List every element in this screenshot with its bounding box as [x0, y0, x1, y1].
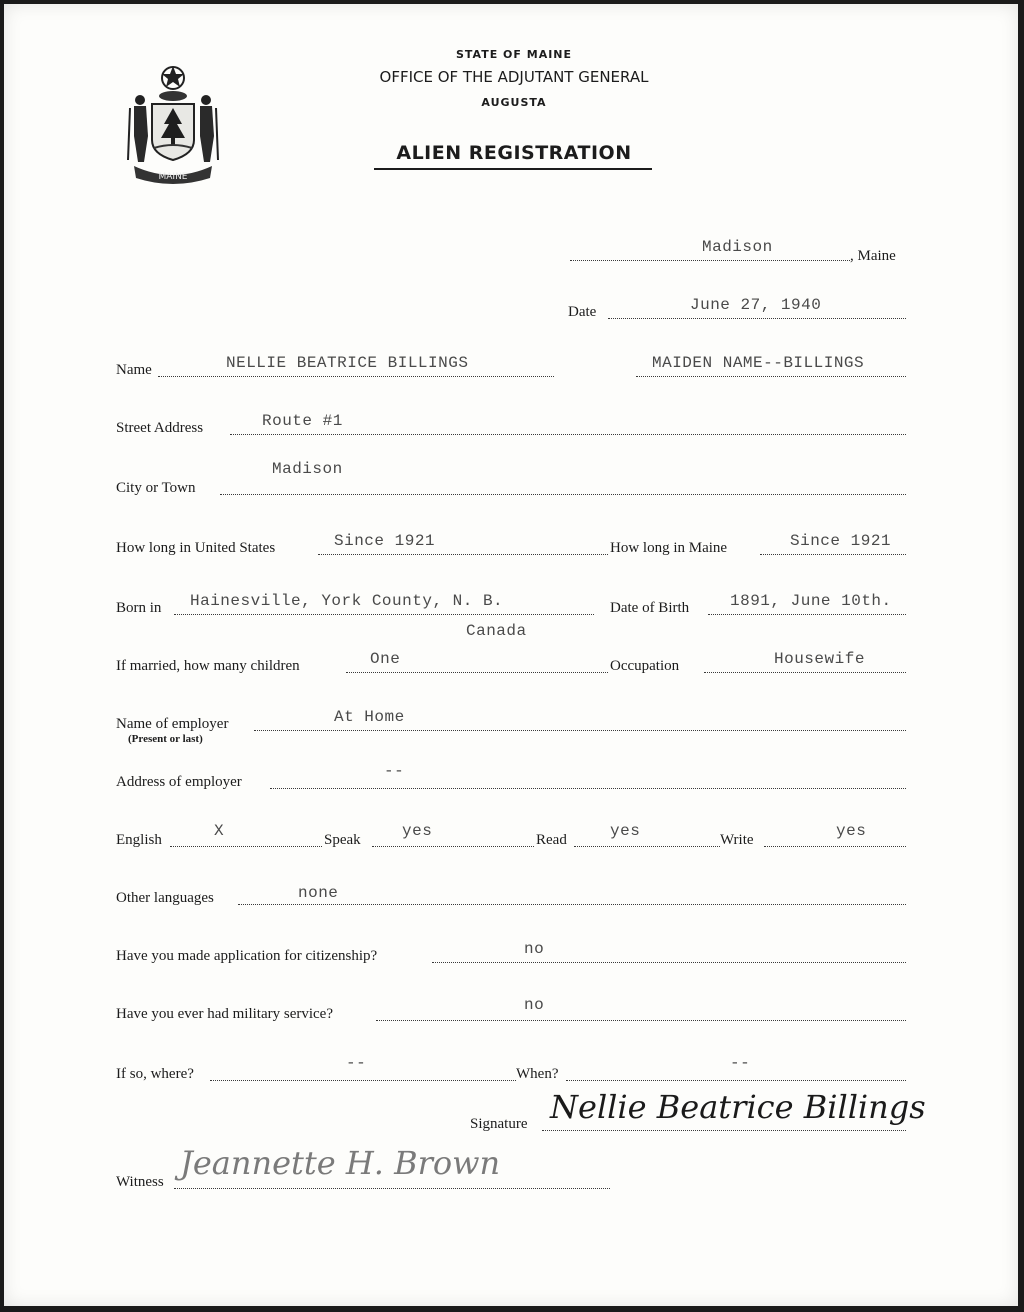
other-languages-line: [238, 904, 906, 905]
name-value: NELLIE BEATRICE BILLINGS: [226, 354, 469, 372]
read-value: yes: [610, 822, 641, 840]
how-long-maine-line: [760, 554, 906, 555]
english-label: English: [116, 832, 162, 848]
speak-label: Speak: [324, 832, 361, 848]
name-line: [158, 376, 554, 377]
military-label: Have you ever had military service?: [116, 1006, 333, 1022]
military-value: no: [524, 996, 545, 1014]
military-line: [376, 1020, 906, 1021]
when-label: When?: [516, 1066, 559, 1082]
svg-text:MAINE: MAINE: [158, 172, 188, 182]
state-heading: STATE OF MAINE: [455, 48, 573, 61]
speak-value: yes: [402, 822, 433, 840]
employer-address-label: Address of employer: [116, 774, 242, 790]
when-line: [566, 1080, 906, 1081]
other-languages-label: Other languages: [116, 890, 214, 906]
date-value: June 27, 1940: [690, 296, 822, 314]
children-value: One: [370, 650, 401, 668]
witness-handwriting: Jeannette H. Brown: [180, 1144, 501, 1182]
read-label: Read: [536, 832, 567, 848]
city-value: Madison: [272, 460, 343, 478]
date-label: Date: [568, 304, 597, 320]
maine-state-seal-icon: [120, 62, 226, 184]
citizenship-label: Have you made application for citizenship?: [116, 948, 378, 964]
maiden-name-value: MAIDEN NAME--BILLINGS: [652, 354, 865, 372]
office-heading: OFFICE OF THE ADJUTANT GENERAL: [379, 68, 649, 86]
signature-handwriting: Nellie Beatrice Billings: [550, 1088, 926, 1126]
title-underline: [374, 168, 652, 170]
city-heading: AUGUSTA: [481, 96, 547, 109]
how-long-us-label: How long in United States: [116, 540, 276, 556]
employer-address-value: --: [384, 762, 405, 780]
dob-value: 1891, June 10th.: [730, 592, 892, 610]
occupation-value: Housewife: [774, 650, 865, 668]
write-label: Write: [720, 832, 754, 848]
employer-line: [254, 730, 906, 731]
born-in-value: Hainesville, York County, N. B.: [190, 592, 504, 610]
write-value: yes: [836, 822, 867, 840]
place-line: [570, 260, 850, 261]
how-long-maine-value: Since 1921: [790, 532, 892, 550]
children-label: If married, how many children: [116, 658, 300, 674]
english-value: X: [214, 822, 225, 840]
witness-label: Witness: [116, 1174, 164, 1190]
signature-label: Signature: [470, 1116, 528, 1132]
street-address-label: Street Address: [116, 420, 204, 436]
employer-label: Name of employer: [116, 716, 229, 732]
witness-line: [174, 1188, 610, 1189]
where-line: [210, 1080, 516, 1081]
page-title: ALIEN REGISTRATION: [396, 142, 632, 164]
employer-address-line: [270, 788, 906, 789]
dob-label: Date of Birth: [610, 600, 690, 616]
street-address-line: [230, 434, 906, 435]
children-line: [346, 672, 608, 673]
where-value: --: [346, 1054, 367, 1072]
english-line: [170, 846, 322, 847]
occupation-line: [704, 672, 906, 673]
born-in-label: Born in: [116, 600, 162, 616]
city-line: [220, 494, 906, 495]
how-long-maine-label: How long in Maine: [610, 540, 728, 556]
occupation-label: Occupation: [610, 658, 680, 674]
when-value: --: [730, 1054, 751, 1072]
where-label: If so, where?: [116, 1066, 194, 1082]
dob-line: [708, 614, 906, 615]
employer-value: At Home: [334, 708, 405, 726]
city-label: City or Town: [116, 480, 196, 496]
how-long-us-line: [318, 554, 608, 555]
speak-line: [372, 846, 534, 847]
street-address-value: Route #1: [262, 412, 343, 430]
name-label: Name: [116, 362, 152, 378]
born-in-line: [174, 614, 594, 615]
date-line: [608, 318, 906, 319]
write-line: [764, 846, 906, 847]
place-suffix: , Maine: [850, 248, 896, 264]
alien-registration-form: [4, 4, 1018, 1306]
signature-line: [542, 1130, 906, 1131]
place-value: Madison: [702, 238, 773, 256]
born-in-country: Canada: [466, 622, 527, 640]
other-languages-value: none: [298, 884, 339, 902]
read-line: [574, 846, 720, 847]
maiden-name-line: [636, 376, 906, 377]
employer-sublabel: (Present or last): [128, 733, 203, 745]
citizenship-line: [432, 962, 906, 963]
citizenship-value: no: [524, 940, 545, 958]
how-long-us-value: Since 1921: [334, 532, 436, 550]
